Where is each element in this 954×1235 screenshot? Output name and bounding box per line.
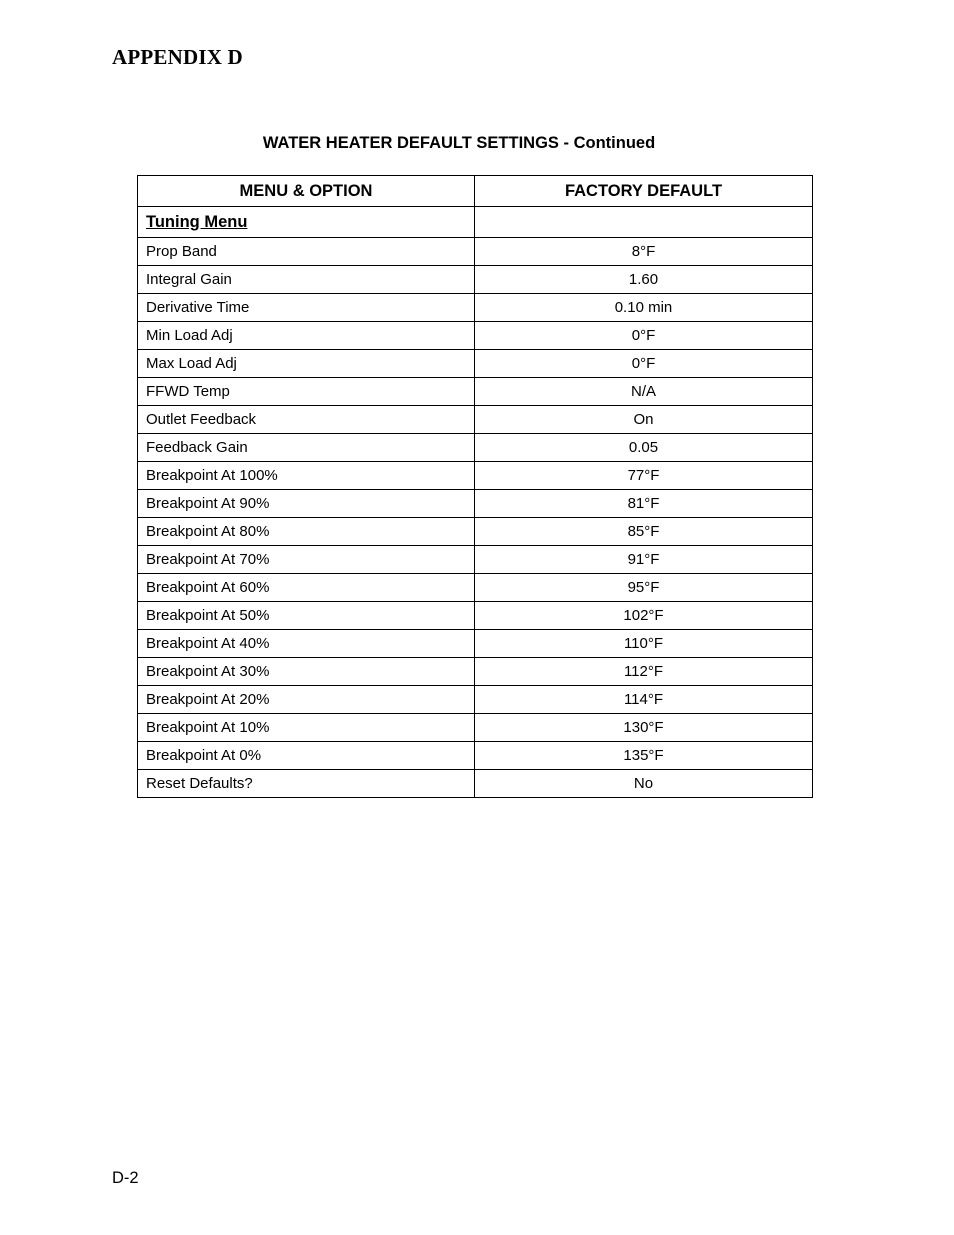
option-cell: FFWD Temp [138, 378, 475, 406]
default-value-cell: 0.10 min [475, 294, 813, 322]
option-cell: Breakpoint At 0% [138, 742, 475, 770]
default-value-cell: 8°F [475, 238, 813, 266]
table-row [138, 462, 813, 490]
default-value-cell: 81°F [475, 490, 813, 518]
section-value [475, 207, 813, 238]
option-cell: Min Load Adj [138, 322, 475, 350]
table-row [138, 630, 813, 658]
default-value-cell: 130°F [475, 714, 813, 742]
option-cell: Breakpoint At 90% [138, 490, 475, 518]
default-value-cell: 112°F [475, 658, 813, 686]
default-value-cell: 102°F [475, 602, 813, 630]
option-cell: Breakpoint At 30% [138, 658, 475, 686]
table-row [138, 602, 813, 630]
default-value-cell: 1.60 [475, 266, 813, 294]
option-cell: Max Load Adj [138, 350, 475, 378]
table-row [138, 574, 813, 602]
default-value-cell: 110°F [475, 630, 813, 658]
default-value-cell: 77°F [475, 462, 813, 490]
table-row [138, 266, 813, 294]
table-row [138, 546, 813, 574]
appendix-heading: APPENDIX D [112, 45, 243, 69]
default-value-cell: 95°F [475, 574, 813, 602]
table-body [138, 207, 813, 798]
table-row [138, 322, 813, 350]
table-row [138, 770, 813, 798]
table-row [138, 434, 813, 462]
default-value-cell: On [475, 406, 813, 434]
option-cell: Feedback Gain [138, 434, 475, 462]
page-number: D-2 [112, 1169, 139, 1187]
table-row [138, 350, 813, 378]
table-row [138, 406, 813, 434]
default-value-cell: 0.05 [475, 434, 813, 462]
table-row [138, 742, 813, 770]
table-row [138, 294, 813, 322]
default-value-cell: N/A [475, 378, 813, 406]
default-value-cell: 0°F [475, 350, 813, 378]
option-cell: Outlet Feedback [138, 406, 475, 434]
table-title: WATER HEATER DEFAULT SETTINGS - Continued [262, 134, 656, 152]
table-row [138, 714, 813, 742]
option-cell: Breakpoint At 60% [138, 574, 475, 602]
default-settings-table [137, 175, 813, 798]
header-row [138, 176, 813, 207]
option-cell: Reset Defaults? [138, 770, 475, 798]
default-value-cell: 114°F [475, 686, 813, 714]
table-row [138, 378, 813, 406]
table-row [138, 518, 813, 546]
option-cell: Breakpoint At 80% [138, 518, 475, 546]
option-cell: Breakpoint At 100% [138, 462, 475, 490]
section-title: Tuning Menu [138, 207, 475, 238]
column-header-menu-option: MENU & OPTION [138, 176, 475, 207]
option-cell: Breakpoint At 20% [138, 686, 475, 714]
option-cell: Breakpoint At 10% [138, 714, 475, 742]
default-value-cell: 85°F [475, 518, 813, 546]
column-header-factory-default: FACTORY DEFAULT [475, 176, 813, 207]
table-row [138, 238, 813, 266]
table-row [138, 658, 813, 686]
default-value-cell: No [475, 770, 813, 798]
default-value-cell: 0°F [475, 322, 813, 350]
table-row [138, 686, 813, 714]
option-cell: Breakpoint At 50% [138, 602, 475, 630]
table-row [138, 490, 813, 518]
option-cell: Breakpoint At 70% [138, 546, 475, 574]
default-value-cell: 135°F [475, 742, 813, 770]
option-cell: Integral Gain [138, 266, 475, 294]
table-header [138, 176, 813, 207]
option-cell: Prop Band [138, 238, 475, 266]
option-cell: Derivative Time [138, 294, 475, 322]
default-value-cell: 91°F [475, 546, 813, 574]
option-cell: Breakpoint At 40% [138, 630, 475, 658]
section-row [138, 207, 813, 238]
